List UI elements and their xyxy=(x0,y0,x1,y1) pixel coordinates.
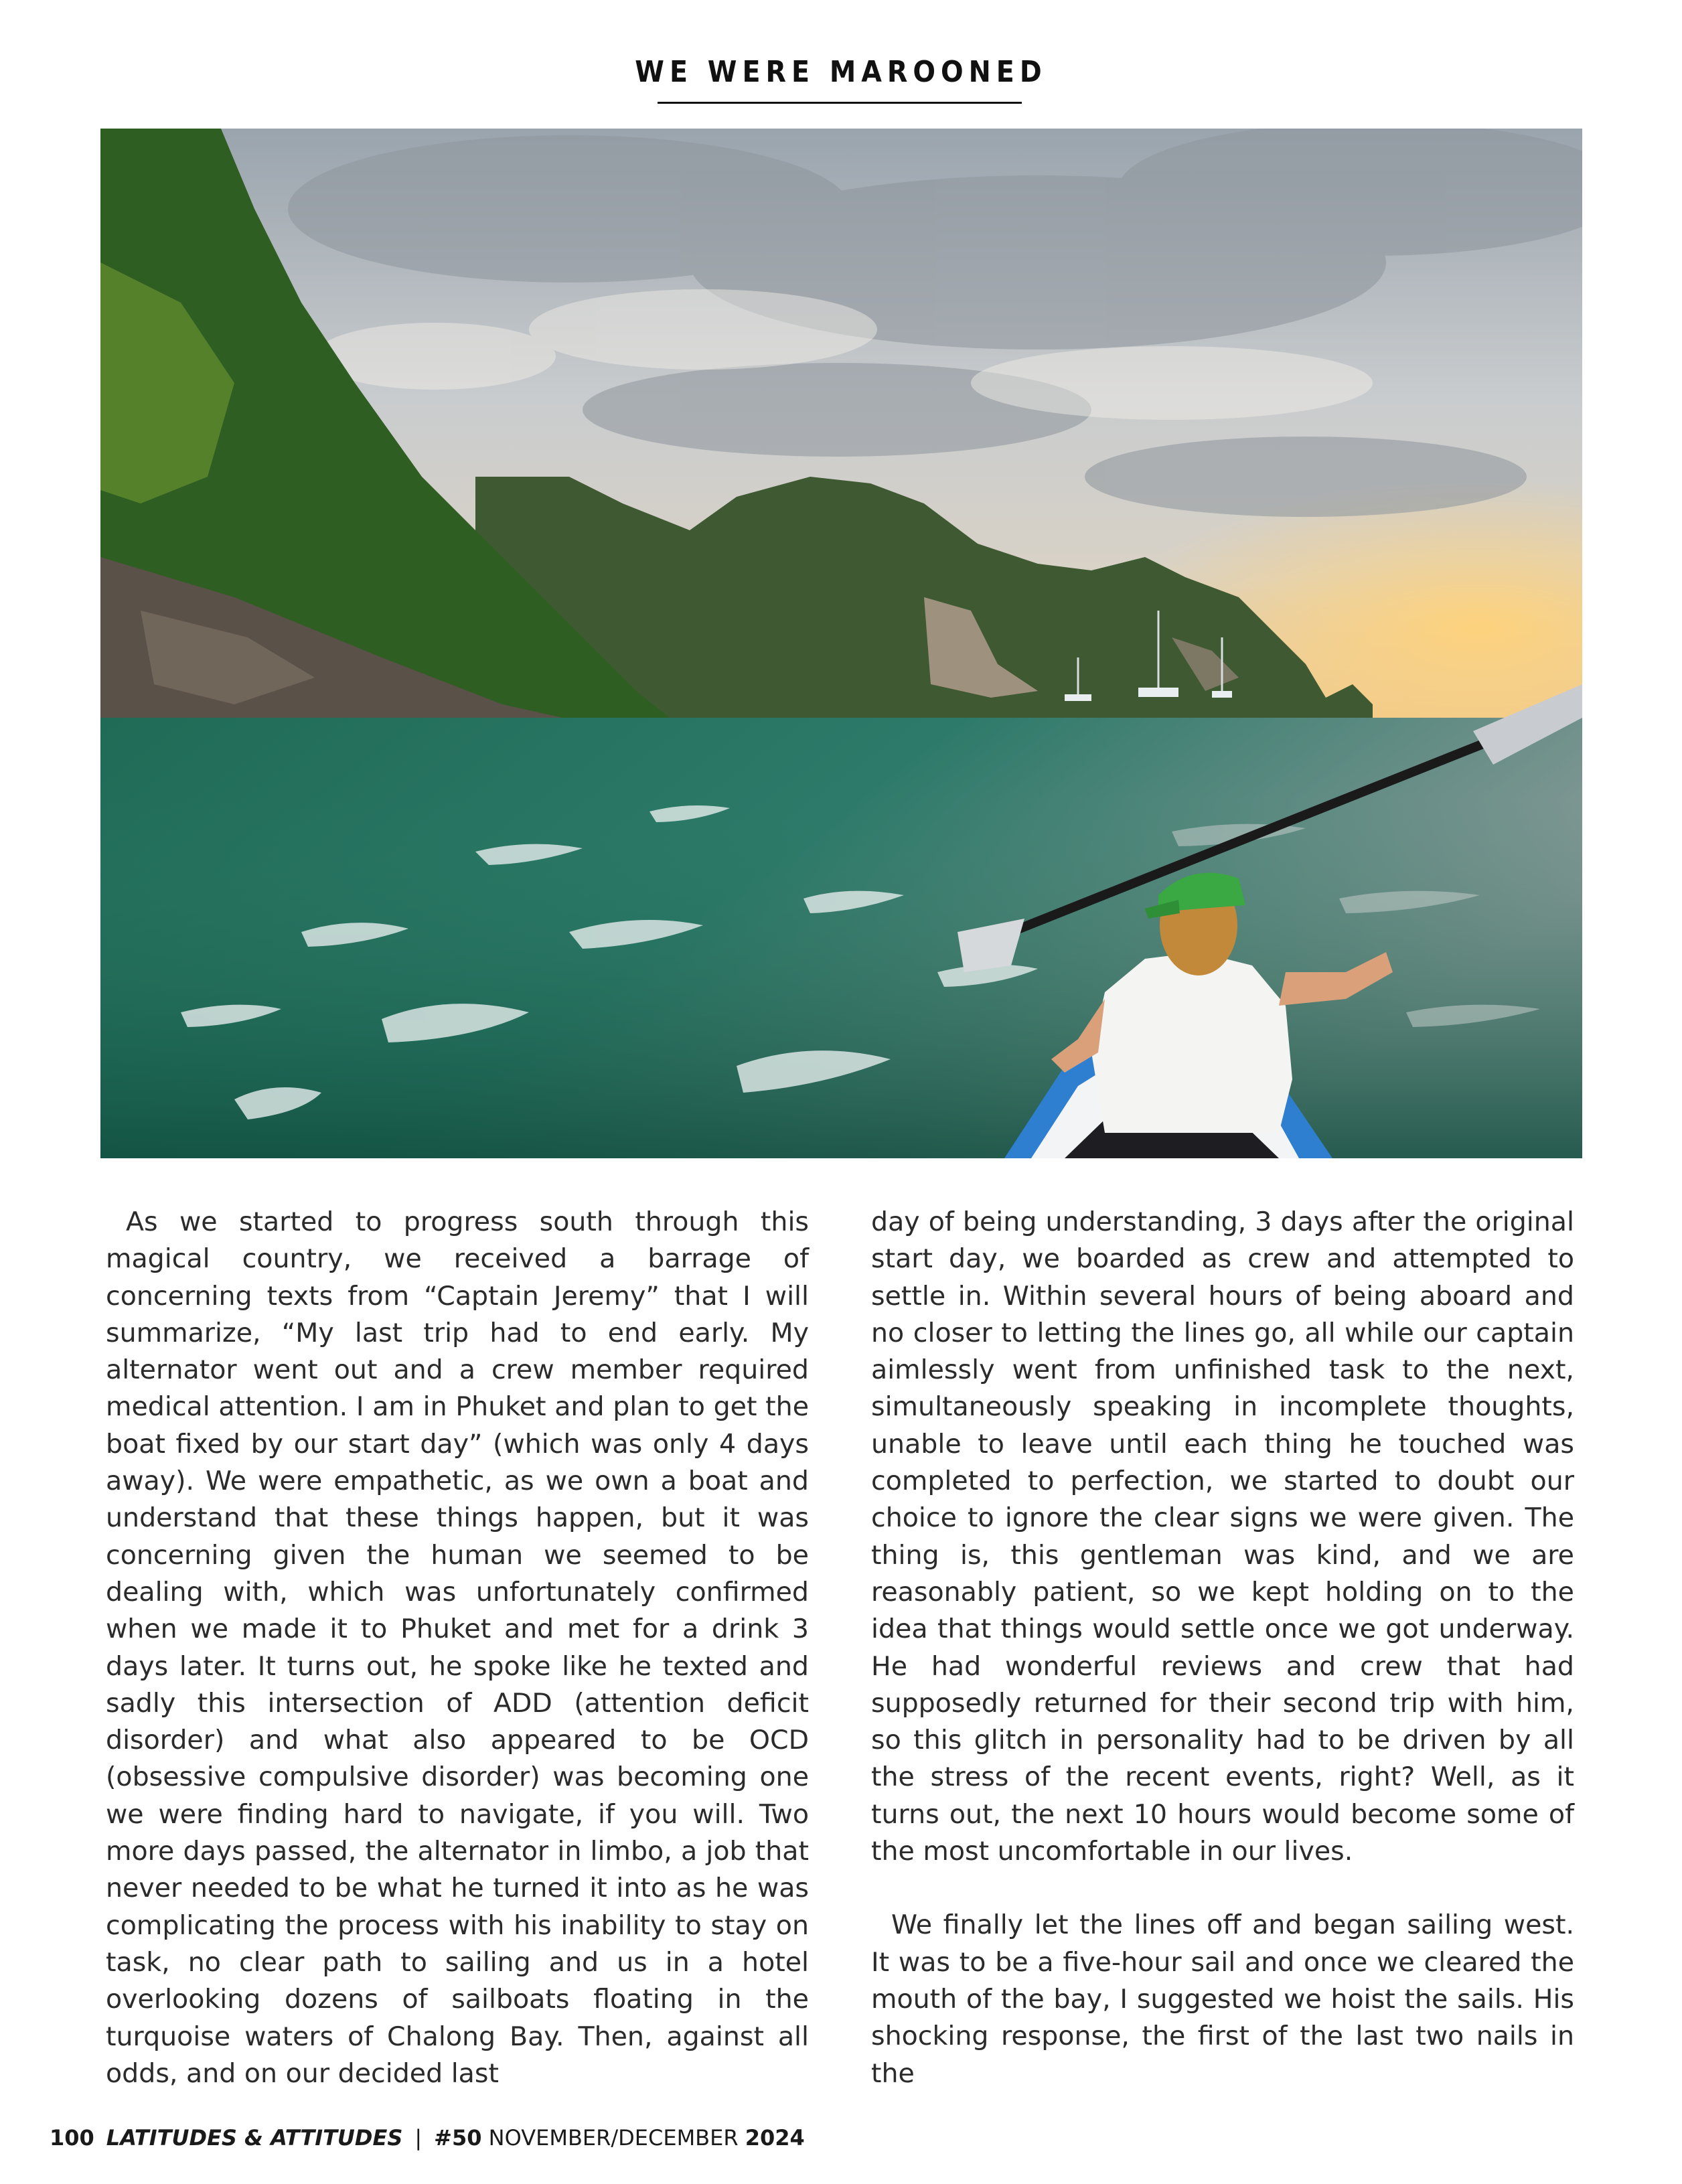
body-column-right xyxy=(871,1204,1574,2092)
title-underline xyxy=(658,102,1022,104)
issue-number: #50 xyxy=(434,2125,482,2151)
page-footer xyxy=(50,2125,805,2151)
body-column-left xyxy=(106,1204,809,2092)
magazine-name: LATITUDES & ATTITUDES xyxy=(106,2125,403,2151)
paragraph: We finally let the lines off and began sailing west. It was to be a five-hour sail and once we cleared the mouth of the bay, I suggested we hoist the sails. His shocking response, the first of the last two nails in the xyxy=(871,1909,1574,2089)
page-number: 100 xyxy=(50,2125,94,2151)
paragraph: As we started to progress south through this magical country, we received a barrage of concerning texts from “Captain Jeremy” that I will summarize, “My last trip had to end early. My alternator went out and a crew member required medical attention. I am in Phuket and plan to get the boat fixed by our start day” (which was only 4 days away). We were empathetic, as we own a boat and understand that these things happen, but it was concerning given the human we seemed to be dealing with, which was unfortunately confirmed when we made it to Phuket and met for a drink 3 days later. It turns out, he spoke like he texted and sadly this intersection of ADD (attention deficit disorder) and what also appeared to be OCD (obsessive compulsive disorder) was becoming one we were finding hard to navigate, if you will. Two more days passed, the alternator in limbo, a job that never needed to be what he turned it into as he was complicating the process with his inability to stay on task, no clear path to sailing and us in a hotel overlooking dozens of sailboats floating in the turquoise waters of Chalong Bay. Then, against all odds, and on our decided last xyxy=(106,1206,809,2089)
section-title: WE WERE MAROONED xyxy=(635,55,1047,89)
paragraph: day of being understanding, 3 days after the original start day, we boarded as crew and attempted to settle in. Within several hours of being aboard and no closer to letting the lines go, all while our captain aimlessly went from unfinished task to the next, simultaneously speaking in incomplete thoughts, unable to leave until each thing he touched was completed to perfection, we started to doubt our choice to ignore the clear signs we were given. The thing is, this gentleman was kind, and we are reasonably patient, so we kept holding on to the idea that things would settle once we got underway. He had wonderful reviews and crew that had supposedly returned for their second trip with him, so this glitch in personality had to be driven by all the stress of the recent events, right? Well, as it turns out, the next 10 hours would become some of the most uncomfortable in our lives. xyxy=(871,1206,1574,1867)
footer-separator: | xyxy=(414,2125,423,2151)
issue-months: NOVEMBER/DECEMBER xyxy=(488,2125,739,2151)
kayak-photo-icon xyxy=(100,129,1582,1158)
issue-year: 2024 xyxy=(745,2125,805,2151)
